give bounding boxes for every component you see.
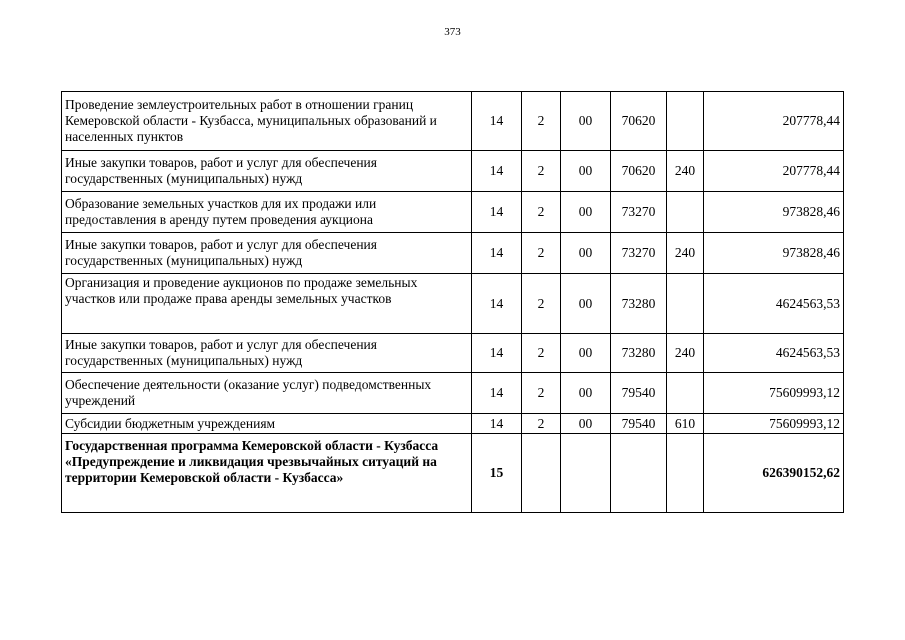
row-name: Обеспечение деятельности (оказание услуг) подведомственных учреждений <box>62 373 472 414</box>
table-row <box>62 233 844 274</box>
row-amount: 75609993,12 <box>704 373 844 414</box>
row-section: 14 <box>472 192 522 233</box>
row-amount: 75609993,12 <box>704 414 844 434</box>
row-name: Организация и проведение аукционов по продаже земельных участков или продаже права аренды земельных участков <box>62 274 472 334</box>
row-subsection: 2 <box>522 373 561 414</box>
row-target-code <box>611 434 667 513</box>
row-program: 00 <box>561 414 611 434</box>
table-row <box>62 92 844 151</box>
row-program: 00 <box>561 92 611 151</box>
row-section: 14 <box>472 274 522 334</box>
row-program <box>561 434 611 513</box>
row-section: 14 <box>472 233 522 274</box>
row-target-code: 79540 <box>611 414 667 434</box>
row-subsection: 2 <box>522 192 561 233</box>
row-expense-type: 240 <box>667 151 704 192</box>
row-expense-type: 240 <box>667 233 704 274</box>
row-target-code: 70620 <box>611 151 667 192</box>
row-amount: 4624563,53 <box>704 334 844 373</box>
row-expense-type <box>667 373 704 414</box>
row-target-code: 73280 <box>611 334 667 373</box>
table-row <box>62 274 844 334</box>
row-name: Образование земельных участков для их продажи или предоставления в аренду путем проведения аукциона <box>62 192 472 233</box>
row-subsection: 2 <box>522 92 561 151</box>
row-section: 14 <box>472 414 522 434</box>
row-name: Субсидии бюджетным учреждениям <box>62 414 472 434</box>
page-number: 373 <box>444 26 461 38</box>
row-amount: 207778,44 <box>704 151 844 192</box>
row-subsection: 2 <box>522 274 561 334</box>
row-program: 00 <box>561 233 611 274</box>
row-program: 00 <box>561 373 611 414</box>
row-amount: 973828,46 <box>704 192 844 233</box>
table-row <box>62 334 844 373</box>
table-row <box>62 434 844 513</box>
table-row <box>62 373 844 414</box>
row-section: 15 <box>472 434 522 513</box>
row-subsection: 2 <box>522 151 561 192</box>
table-row <box>62 414 844 434</box>
row-expense-type: 240 <box>667 334 704 373</box>
row-subsection: 2 <box>522 233 561 274</box>
row-program: 00 <box>561 151 611 192</box>
row-amount: 973828,46 <box>704 233 844 274</box>
row-target-code: 73280 <box>611 274 667 334</box>
row-name: Иные закупки товаров, работ и услуг для обеспечения государственных (муниципальных) нужд <box>62 233 472 274</box>
row-expense-type <box>667 92 704 151</box>
row-target-code: 70620 <box>611 92 667 151</box>
row-program: 00 <box>561 274 611 334</box>
row-subsection: 2 <box>522 334 561 373</box>
row-section: 14 <box>472 151 522 192</box>
table-row <box>62 151 844 192</box>
row-section: 14 <box>472 92 522 151</box>
row-section: 14 <box>472 373 522 414</box>
row-amount: 4624563,53 <box>704 274 844 334</box>
row-expense-type <box>667 192 704 233</box>
row-name: Иные закупки товаров, работ и услуг для обеспечения государственных (муниципальных) нужд <box>62 151 472 192</box>
row-expense-type <box>667 274 704 334</box>
row-expense-type: 610 <box>667 414 704 434</box>
row-name: Проведение землеустроительных работ в отношении границ Кемеровской области - Кузбасса, муниципальных образований и населенных пунктов <box>62 92 472 151</box>
row-amount: 207778,44 <box>704 92 844 151</box>
budget-table <box>61 91 844 513</box>
row-amount: 626390152,62 <box>704 434 844 513</box>
table-row <box>62 192 844 233</box>
row-name: Государственная программа Кемеровской области - Кузбасса «Предупреждение и ликвидация чрезвычайных ситуаций на территории Кемеровской области - Кузбасса» <box>62 434 472 513</box>
row-section: 14 <box>472 334 522 373</box>
row-expense-type <box>667 434 704 513</box>
row-program: 00 <box>561 192 611 233</box>
row-target-code: 73270 <box>611 233 667 274</box>
row-program: 00 <box>561 334 611 373</box>
row-subsection <box>522 434 561 513</box>
row-name: Иные закупки товаров, работ и услуг для обеспечения государственных (муниципальных) нужд <box>62 334 472 373</box>
row-subsection: 2 <box>522 414 561 434</box>
row-target-code: 79540 <box>611 373 667 414</box>
row-target-code: 73270 <box>611 192 667 233</box>
